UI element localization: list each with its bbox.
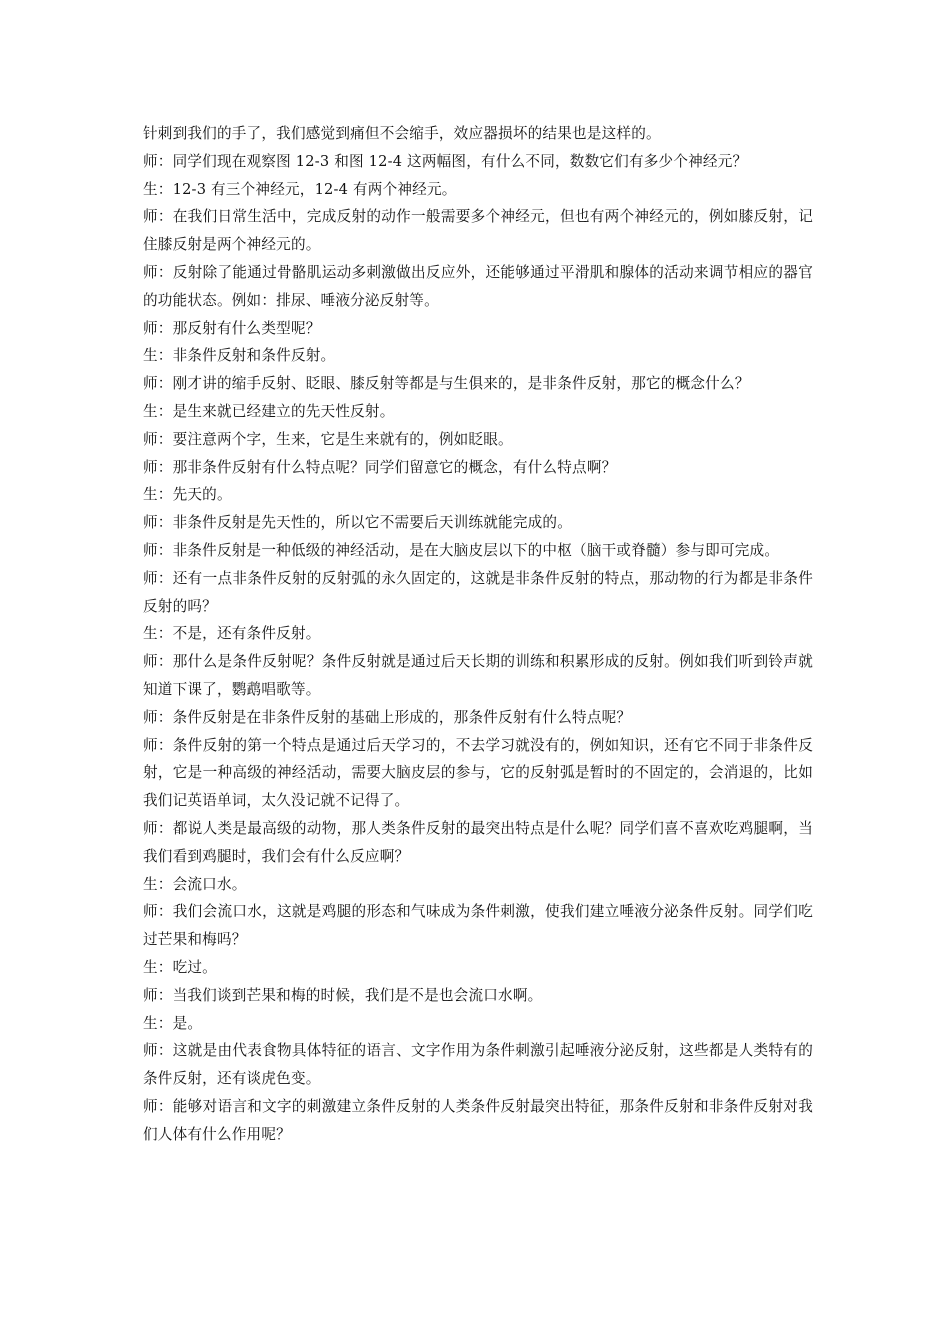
paragraph: 师：要注意两个字，生来，它是生来就有的，例如眨眼。 [143, 430, 513, 448]
paragraph: 师：非条件反射是一种低级的神经活动，是在大脑皮层以下的中枢（脑干或脊髓）参与即可完成。 [143, 541, 780, 559]
paragraph: 生：先天的。 [143, 486, 232, 504]
paragraph: 师：当我们谈到芒果和梅的时候，我们是不是也会流口水啊。 [143, 986, 543, 1004]
paragraph: 生：是生来就已经建立的先天性反射。 [143, 402, 395, 420]
paragraph: 生：是。 [143, 1014, 203, 1032]
paragraph: 生：12-3 有三个神经元，12-4 有两个神经元。 [143, 180, 457, 198]
paragraph: 师：这就是由代表食物具体特征的语言、文字作用为条件刺激引起唾液分泌反射，这些都是人类特有的条件反射，还有谈虎色变。 [143, 1042, 813, 1088]
paragraph: 针刺到我们的手了，我们感觉到痛但不会缩手，效应器损坏的结果也是这样的。 [143, 125, 661, 142]
paragraph: 师：那非条件反射有什么特点呢？同学们留意它的概念，有什么特点啊？ [143, 458, 617, 476]
document-page [143, 120, 813, 1148]
paragraph: 生：会流口水。 [143, 875, 247, 893]
paragraph: 师：反射除了能通过骨骼肌运动多刺激做出反应外，还能够通过平滑肌和腺体的活动来调节相应的器官的功能状态。例如：排尿、唾液分泌反射等。 [143, 263, 813, 309]
paragraph: 师：那反射有什么类型呢？ [143, 319, 321, 337]
paragraph: 师：在我们日常生活中，完成反射的动作一般需要多个神经元，但也有两个神经元的，例如膝反射，记住膝反射是两个神经元的。 [143, 208, 813, 254]
paragraph: 师：那什么是条件反射呢？条件反射就是通过后天长期的训练和积累形成的反射。例如我们听到铃声就知道下课了，鹦鹉唱歌等。 [143, 653, 813, 698]
paragraph: 师：条件反射是在非条件反射的基础上形成的，那条件反射有什么特点呢？ [143, 708, 632, 726]
paragraph: 生：吃过。 [143, 958, 217, 976]
paragraph: 师：都说人类是最高级的动物，那人类条件反射的最突出特点是什么呢？同学们喜不喜欢吃鸡腿啊，当我们看到鸡腿时，我们会有什么反应啊？ [143, 819, 813, 865]
paragraph: 生：不是，还有条件反射。 [143, 625, 321, 643]
paragraph: 师：同学们现在观察图 12-3 和图 12-4 这两幅图，有什么不同，数数它们有多少个神经元？ [143, 152, 748, 170]
paragraph: 师：能够对语言和文字的刺激建立条件反射的人类条件反射最突出特征，那条件反射和非条件反射对我们人体有什么作用呢？ [143, 1097, 813, 1143]
paragraph: 师：刚才讲的缩手反射、眨眼、膝反射等都是与生俱来的，是非条件反射，那它的概念什么？ [143, 375, 750, 393]
paragraph: 师：条件反射的第一个特点是通过后天学习的，不去学习就没有的，例如知识，还有它不同于非条件反射，它是一种高级的神经活动，需要大脑皮层的参与，它的反射弧是暂时的不固定的，会消退的，比如我们记英语单词，太久没记就不记得了。 [143, 736, 813, 810]
paragraph: 师：我们会流口水，这就是鸡腿的形态和气味成为条件刺激，使我们建立唾液分泌条件反射。同学们吃过芒果和梅吗？ [143, 903, 813, 949]
paragraph: 师：还有一点非条件反射的反射弧的永久固定的，这就是非条件反射的特点，那动物的行为都是非条件反射的吗？ [143, 569, 813, 615]
paragraph: 师：非条件反射是先天性的，所以它不需要后天训练就能完成的。 [143, 514, 573, 532]
paragraph: 生：非条件反射和条件反射。 [143, 347, 336, 365]
